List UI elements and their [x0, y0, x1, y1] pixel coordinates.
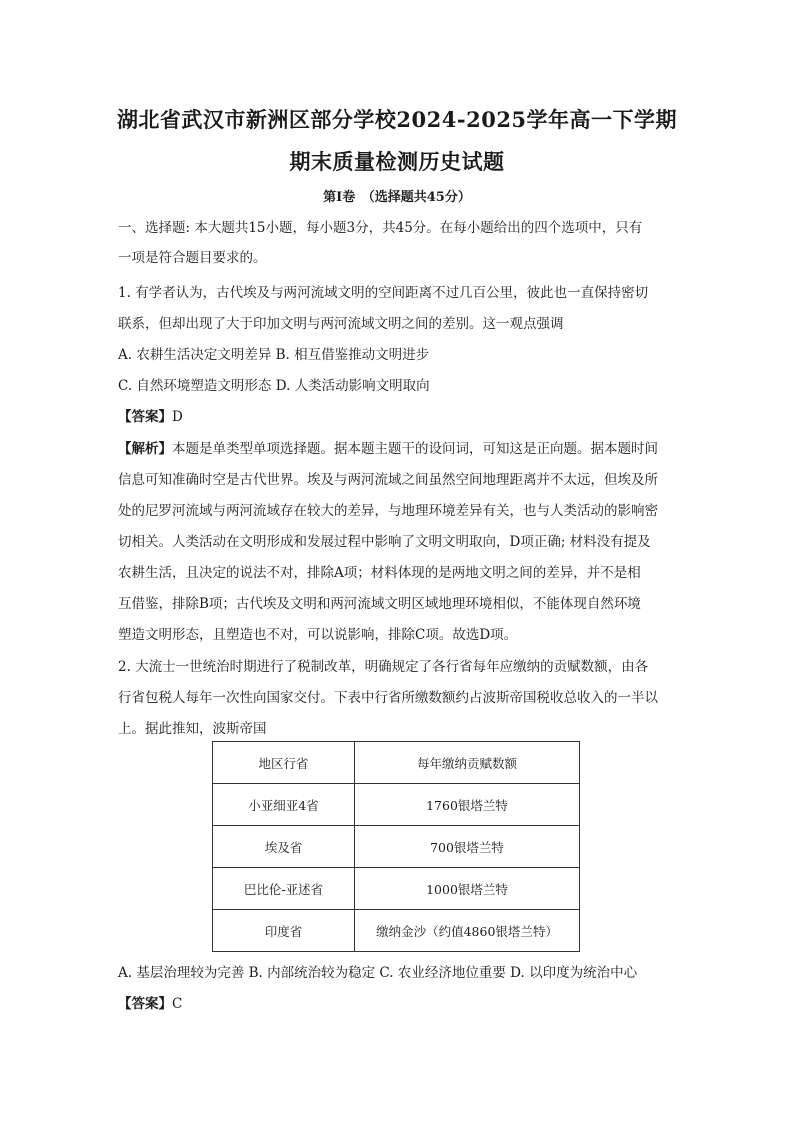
- document-title-line2: 期末质量检测历史试题: [289, 149, 505, 174]
- q2-answer: [118, 992, 182, 1012]
- table-cell: 缴纳金沙（约值4860银塔兰特）: [355, 910, 580, 952]
- section-heading: 第Ⅰ卷 （选择题共45分）: [323, 190, 471, 205]
- q2-stem-line-2: 行省包税人每年一次性向国家交付。下表中行省所缴数额约占波斯帝国税收总收入的一半以: [118, 690, 658, 706]
- table-cell: 印度省: [213, 910, 355, 952]
- q1-stem-line-2: 联系，但却出现了大于印加文明与两河流域文明之间的差别。这一观点强调: [118, 316, 564, 332]
- tax-table: [212, 741, 580, 952]
- q1-analysis-line-1: [118, 437, 658, 457]
- q1-analysis-line-2: 信息可知准确时空是古代世界。埃及与两河流域之间虽然空间地理距离并不太远，但埃及所: [118, 472, 658, 488]
- q1-stem-line-1: 1. 有学者认为，古代埃及与两河流域文明的空间距离不过几百公里，彼此也一直保持密切: [118, 285, 649, 301]
- q1-analysis-line-6: 互借鉴，排除B项；古代埃及文明和两河流域文明区域地理环境相似，不能体现自然环境: [118, 596, 641, 612]
- table-row: [213, 826, 580, 868]
- answer-value: C: [172, 996, 183, 1012]
- q2-stem-line-1: 2. 大流士一世统治时期进行了税制改革，明确规定了各行省每年应缴纳的贡赋数额，由各: [118, 659, 649, 675]
- table-header-cell: 每年缴纳贡赋数额: [355, 742, 580, 784]
- table-cell: 巴比伦-亚述省: [213, 868, 355, 910]
- table-cell: 埃及省: [213, 826, 355, 868]
- q1-answer: [118, 405, 183, 425]
- q1-analysis-line-4: 切相关。人类活动在文明形成和发展过程中影响了文明文明取向，D项正确; 材料没有提及: [118, 534, 651, 550]
- table-header-cell: 地区行省: [213, 742, 355, 784]
- table-row: [213, 868, 580, 910]
- q1-options-line-2: C. 自然环境塑造文明形态 D. 人类活动影响文明取向: [118, 378, 430, 394]
- answer-value: D: [172, 409, 183, 425]
- document-title-line1: 湖北省武汉市新洲区部分学校2024-2025学年高一下学期: [116, 107, 678, 132]
- instructions-line-2: 一项是符合题目要求的。: [118, 250, 267, 266]
- answer-label: 【答案】: [118, 996, 172, 1012]
- q1-analysis-line-7: 塑造文明形态，且塑造也不对，可以说影响，排除C项。故选D项。: [118, 627, 518, 643]
- q1-analysis-line-5: 农耕生活，且决定的说法不对，排除A项；材料体现的是两地文明之间的差异，并不是相: [118, 565, 641, 581]
- instructions-line-1: 一、选择题: 本大题共15小题，每小题3分，共45分。在每小题给出的四个选项中，只有: [118, 220, 643, 236]
- analysis-label: 【解析】: [118, 441, 172, 457]
- q2-stem-line-3: 上。据此推知，波斯帝国: [118, 721, 267, 737]
- answer-label: 【答案】: [118, 409, 172, 425]
- q2-options: A. 基层治理较为完善 B. 内部统治较为稳定 C. 农业经济地位重要 D. 以印度为统治中心: [118, 965, 638, 981]
- table-cell: 小亚细亚4省: [213, 784, 355, 826]
- q1-options-line-1: A. 农耕生活决定文明差异 B. 相互借鉴推动文明进步: [118, 347, 430, 363]
- table-cell: 1760银塔兰特: [355, 784, 580, 826]
- table-cell: 700银塔兰特: [355, 826, 580, 868]
- table-row: [213, 910, 580, 952]
- table-header-row: [213, 742, 580, 784]
- table-row: [213, 784, 580, 826]
- analysis-text: 本题是单类型单项选择题。据本题主题干的设问词，可知这是正向题。据本题时间: [172, 441, 658, 457]
- table-cell: 1000银塔兰特: [355, 868, 580, 910]
- q1-analysis-line-3: 处的尼罗河流域与两河流域存在较大的差异，与地理环境差异有关，也与人类活动的影响密: [118, 503, 658, 519]
